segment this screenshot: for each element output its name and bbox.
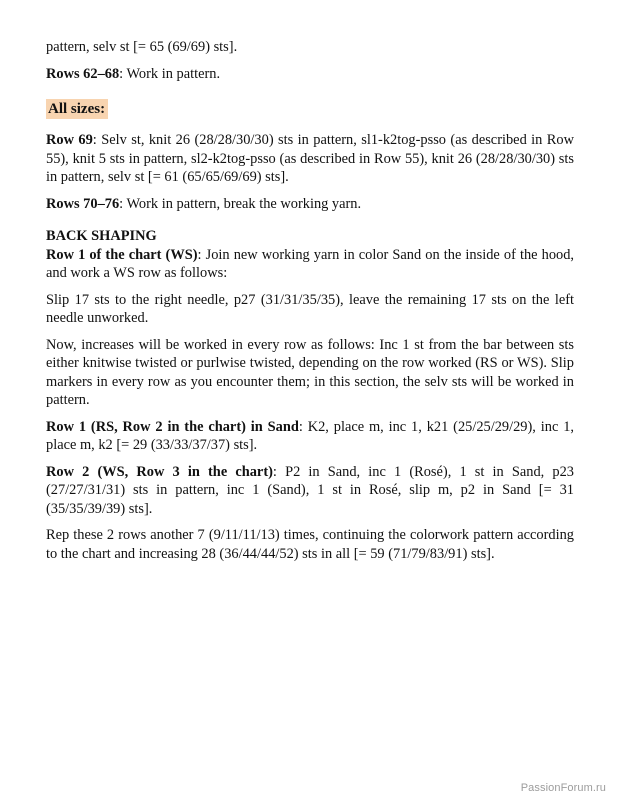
paragraph-repeat (46, 526, 574, 563)
paragraph-text: : Work in pattern, break the working yarn. (119, 195, 362, 212)
paragraph-increases (46, 336, 574, 410)
paragraph-text: : P2 in Sand, inc 1 (Rosé), 1 st in Sand, p23 (27/27/31/31) sts in pattern, inc 1 (Sand), 1 st in Rosé, slip m, p2 in Sand [= 31 (35/35/39/39) sts]. (46, 463, 575, 517)
row-label: Row 1 (RS, Row 2 in the chart) in Sand (46, 418, 299, 435)
paragraph-text: pattern, selv st [= 65 (69/69) sts]. (46, 39, 238, 55)
all-sizes-highlight: All sizes: (46, 99, 108, 119)
row-label: Rows 70–76 (46, 195, 120, 212)
paragraph-row-2-ws (46, 463, 574, 519)
paragraph-slip-instructions (46, 291, 574, 328)
paragraph-continuation (46, 38, 574, 57)
row-label: Row 1 of the chart (WS) (46, 246, 198, 263)
row-label: Row 69 (46, 132, 93, 148)
paragraph-text: Now, increases will be worked in every row as follows: Inc 1 st from the bar between sts either knitwise twisted or purlwise twisted, depending on the row worked (RS or WS). Slip markers in every row as you encounter them; in this section, the selv sts will be worked in pattern. (46, 336, 574, 408)
all-sizes-section (46, 99, 574, 119)
row-label: Rows 62–68 (46, 65, 120, 82)
paragraph-text: : K2, place m, inc 1, k21 (25/25/29/29), inc 1, place m, k2 [= 29 (33/33/37/37) sts]. (46, 418, 574, 453)
paragraph-row-1-rs (46, 418, 574, 455)
watermark-text: PassionForum.ru (520, 782, 606, 794)
row-label: Row 2 (WS, Row 3 in the chart) (46, 463, 273, 480)
paragraph-row-69 (46, 131, 574, 187)
paragraph-text: Slip 17 sts to the right needle, p27 (31/31/35/35), leave the remaining 17 sts on the left needle unworked. (46, 291, 574, 326)
paragraph-rows-62-68 (46, 65, 574, 84)
paragraph-text: : Join new working yarn in color Sand on the inside of the hood, and work a WS row as follows: (46, 246, 574, 281)
paragraph-rows-70-76 (46, 195, 574, 214)
paragraph-row-1-chart (46, 246, 574, 283)
paragraph-text: : Selv st, knit 26 (28/28/30/30) sts in pattern, sl1-k2tog-psso (as described in Row 55), knit 5 sts in pattern, sl2-k2tog-psso (as described in Row 55), knit 26 (28/28/30/30) sts in pattern, selv st [= 61 (65/65/69/69) sts]. (46, 132, 574, 185)
document-page (46, 38, 574, 571)
paragraph-text: : Work in pattern. (119, 65, 221, 82)
paragraph-text: Rep these 2 rows another 7 (9/11/11/13) times, continuing the colorwork pattern according to the chart and increasing 28 (36/44/44/52) sts in all [= 59 (71/79/83/91) sts]. (46, 527, 574, 562)
section-heading-back-shaping: BACK SHAPING (46, 228, 157, 244)
